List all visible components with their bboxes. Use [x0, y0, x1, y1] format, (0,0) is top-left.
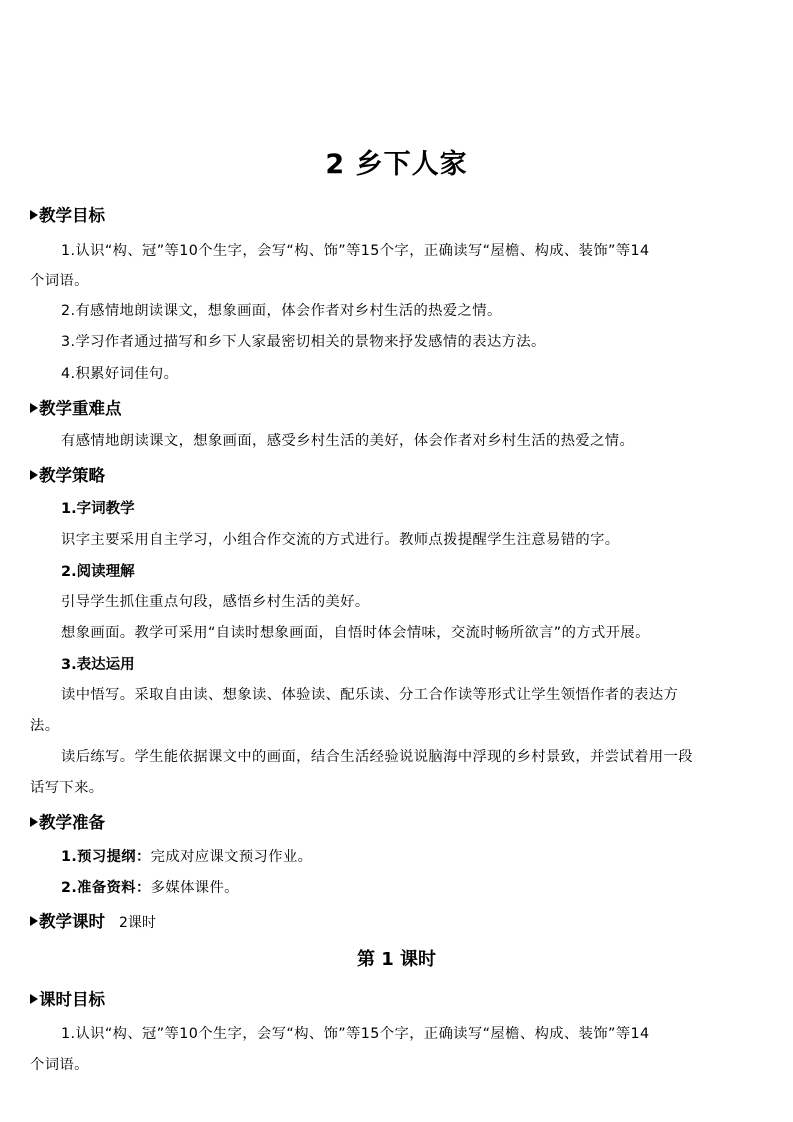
goal-1-line-1: 1.认识“构、冠”等10个生字，会写“构、饰”等15个字，正确读写“屋檐、构成、装饰”等14 — [61, 243, 650, 259]
section-heading-strategy: 教学策略 — [30, 462, 105, 486]
section-heading-difficulty: 教学重难点 — [30, 395, 122, 419]
triangle-bullet-icon — [30, 470, 38, 480]
hours-value: 2课时 — [119, 915, 156, 931]
lesson-goal-1-line-1: 1.认识“构、冠”等10个生字，会写“构、饰”等15个字，正确读写“屋檐、构成、装饰”等14 — [61, 1026, 650, 1042]
triangle-bullet-icon — [30, 817, 38, 827]
goal-1-line-2: 个词语。 — [30, 273, 89, 289]
strategy-2-title: 2.阅读理解 — [61, 564, 135, 580]
strategy-3-text-2-line-1: 读后练写。学生能依据课文中的画面，结合生活经验说说脑海中浮现的乡村景致，并尝试着用一段 — [61, 749, 693, 765]
strategy-3-text-1-line-2: 法。 — [30, 718, 60, 734]
goal-3: 3.学习作者通过描写和乡下人家最密切相关的景物来抒发感情的表达方法。 — [61, 334, 546, 350]
goal-4: 4.积累好词佳句。 — [61, 366, 179, 382]
prep-item-2 — [61, 877, 239, 897]
strategy-3-text-2-line-2: 话写下来。 — [30, 780, 104, 796]
section-heading-hours: 教学课时 2课时 — [30, 908, 156, 932]
section-heading-lesson-goals: 课时目标 — [30, 986, 105, 1010]
lesson-title: 2 乡下人家 — [325, 149, 468, 180]
triangle-bullet-icon — [30, 994, 38, 1004]
prep-item-1-label: 1.预习提纲： — [61, 849, 151, 865]
strategy-3-title: 3.表达运用 — [61, 657, 135, 673]
triangle-bullet-icon — [30, 916, 38, 926]
period-title: 第 1 课时 — [356, 949, 437, 970]
prep-item-1-text: 完成对应课文预习作业。 — [150, 849, 313, 865]
strategy-1-text: 识字主要采用自主学习，小组合作交流的方式进行。教师点拨提醒学生注意易错的字。 — [61, 532, 620, 548]
strategy-2-text-1: 引导学生抓住重点句段，感悟乡村生活的美好。 — [61, 594, 370, 610]
prep-item-2-text: 多媒体课件。 — [150, 880, 239, 896]
prep-item-2-label: 2.准备资料： — [61, 880, 151, 896]
strategy-3-text-1-line-1: 读中悟写。采取自由读、想象读、体验读、配乐读、分工合作读等形式让学生领悟作者的表达方 — [61, 687, 679, 703]
difficulty-text: 有感情地朗读课文，想象画面，感受乡村生活的美好，体会作者对乡村生活的热爱之情。 — [61, 433, 635, 449]
prep-item-1 — [61, 846, 312, 866]
goal-2: 2.有感情地朗读课文，想象画面，体会作者对乡村生活的热爱之情。 — [61, 303, 502, 319]
strategy-1-title: 1.字词教学 — [61, 501, 135, 517]
strategy-2-text-2: 想象画面。教学可采用“自读时想象画面，自悟时体会情味，交流时畅所欲言”的方式开展。 — [61, 625, 650, 641]
section-heading-prep: 教学准备 — [30, 809, 105, 833]
lesson-goal-1-line-2: 个词语。 — [30, 1057, 89, 1073]
triangle-bullet-icon — [30, 210, 38, 220]
section-heading-goals: 教学目标 — [30, 202, 105, 226]
triangle-bullet-icon — [30, 403, 38, 413]
